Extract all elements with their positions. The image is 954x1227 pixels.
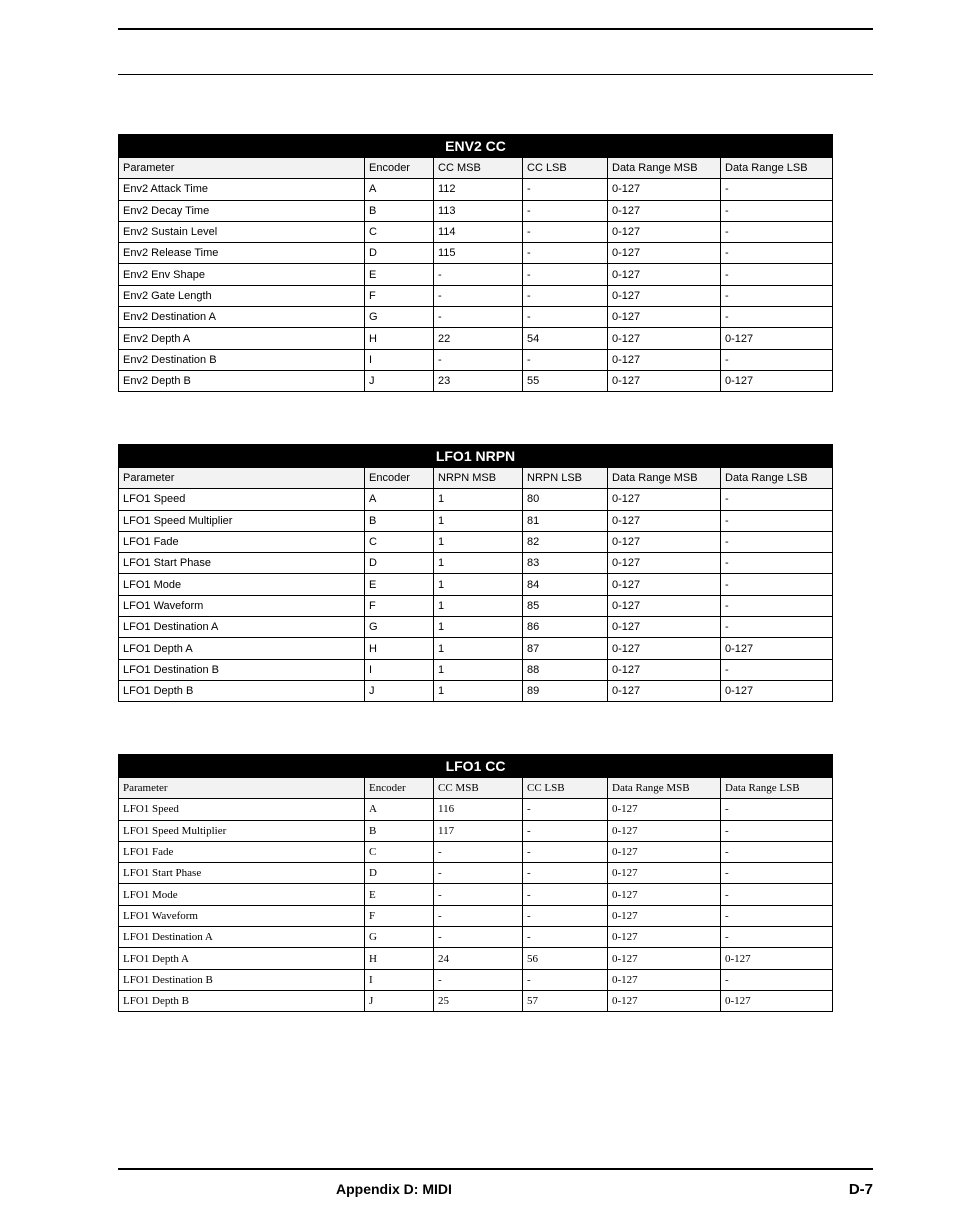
table-cell: 0-127 bbox=[608, 927, 721, 948]
table-cell: 0-127 bbox=[608, 553, 721, 574]
column-header: NRPN MSB bbox=[434, 468, 523, 489]
table-cell: C bbox=[365, 221, 434, 242]
table-cell: 0-127 bbox=[608, 307, 721, 328]
table-cell: LFO1 Mode bbox=[119, 574, 365, 595]
footer-title: Appendix D: MIDI bbox=[336, 1181, 452, 1197]
table-cell: 0-127 bbox=[608, 799, 721, 820]
table-cell: - bbox=[523, 349, 608, 370]
table-row bbox=[119, 349, 833, 370]
table-cell: 1 bbox=[434, 574, 523, 595]
table-cell: Env2 Gate Length bbox=[119, 285, 365, 306]
table-cell: C bbox=[365, 841, 434, 862]
table-cell: 0-127 bbox=[721, 990, 833, 1011]
table-cell: - bbox=[434, 884, 523, 905]
table-cell: 23 bbox=[434, 370, 523, 391]
column-header: CC LSB bbox=[523, 158, 608, 179]
table-cell: - bbox=[721, 617, 833, 638]
table-cell: - bbox=[434, 863, 523, 884]
table-cell: 1 bbox=[434, 510, 523, 531]
table-cell: 0-127 bbox=[608, 841, 721, 862]
table-cell: 116 bbox=[434, 799, 523, 820]
table-cell: 22 bbox=[434, 328, 523, 349]
table-row bbox=[119, 863, 833, 884]
table-cell: LFO1 Destination A bbox=[119, 617, 365, 638]
table-cell: 0-127 bbox=[608, 905, 721, 926]
table-row bbox=[119, 969, 833, 990]
table-cell: I bbox=[365, 969, 434, 990]
table-cell: 1 bbox=[434, 595, 523, 616]
table-cell: LFO1 Fade bbox=[119, 531, 365, 552]
table-cell: 0-127 bbox=[608, 948, 721, 969]
table-cell: 80 bbox=[523, 489, 608, 510]
table-cell: - bbox=[434, 264, 523, 285]
column-header: CC LSB bbox=[523, 778, 608, 799]
table-cell: 1 bbox=[434, 553, 523, 574]
table-cell: LFO1 Depth B bbox=[119, 680, 365, 701]
table-cell: I bbox=[365, 659, 434, 680]
table-row bbox=[119, 659, 833, 680]
page-number: D-7 bbox=[848, 1181, 873, 1198]
column-header: Encoder bbox=[365, 468, 434, 489]
table-cell: 54 bbox=[523, 328, 608, 349]
table-cell: 0-127 bbox=[608, 264, 721, 285]
table-cell: - bbox=[721, 264, 833, 285]
table-cell: - bbox=[434, 841, 523, 862]
table-cell: J bbox=[365, 370, 434, 391]
table-cell: LFO1 Depth B bbox=[119, 990, 365, 1011]
table-cell: - bbox=[721, 884, 833, 905]
table-cell: J bbox=[365, 990, 434, 1011]
table-cell: - bbox=[721, 179, 833, 200]
table-cell: - bbox=[721, 307, 833, 328]
table-cell: - bbox=[721, 927, 833, 948]
table-row bbox=[119, 948, 833, 969]
table-cell: Env2 Depth A bbox=[119, 328, 365, 349]
table-cell: - bbox=[523, 820, 608, 841]
table-cell: - bbox=[434, 969, 523, 990]
table-cell: - bbox=[721, 221, 833, 242]
table-cell: 0-127 bbox=[608, 617, 721, 638]
table-cell: - bbox=[523, 307, 608, 328]
table-cell: 0-127 bbox=[608, 510, 721, 531]
table-cell: 0-127 bbox=[608, 200, 721, 221]
table-cell: - bbox=[721, 969, 833, 990]
table-cell: Env2 Attack Time bbox=[119, 179, 365, 200]
table-cell: 0-127 bbox=[608, 221, 721, 242]
table-cell: G bbox=[365, 307, 434, 328]
table-cell: 114 bbox=[434, 221, 523, 242]
table-cell: - bbox=[434, 349, 523, 370]
table-cell: 57 bbox=[523, 990, 608, 1011]
table-cell: B bbox=[365, 200, 434, 221]
table-cell: 82 bbox=[523, 531, 608, 552]
table-cell: - bbox=[721, 510, 833, 531]
table-cell: - bbox=[721, 489, 833, 510]
column-header: Parameter bbox=[119, 468, 365, 489]
table-cell: - bbox=[721, 595, 833, 616]
table-cell: - bbox=[721, 820, 833, 841]
table-row bbox=[119, 553, 833, 574]
table-cell: - bbox=[721, 863, 833, 884]
table-cell: Env2 Decay Time bbox=[119, 200, 365, 221]
table-row bbox=[119, 510, 833, 531]
table-title: ENV2 CC bbox=[119, 135, 833, 158]
table-cell: LFO1 Speed bbox=[119, 489, 365, 510]
column-header: CC MSB bbox=[434, 778, 523, 799]
table-cell: 0-127 bbox=[608, 243, 721, 264]
table-row bbox=[119, 574, 833, 595]
table-cell: 0-127 bbox=[721, 370, 833, 391]
table-cell: Env2 Release Time bbox=[119, 243, 365, 264]
table-cell: E bbox=[365, 574, 434, 595]
table-header-row bbox=[119, 778, 833, 799]
table-cell: A bbox=[365, 799, 434, 820]
column-header: NRPN LSB bbox=[523, 468, 608, 489]
table-cell: LFO1 Destination B bbox=[119, 659, 365, 680]
table-row bbox=[119, 370, 833, 391]
table-cell: LFO1 Depth A bbox=[119, 948, 365, 969]
table-row bbox=[119, 307, 833, 328]
table-cell: 0-127 bbox=[608, 574, 721, 595]
table-cell: F bbox=[365, 905, 434, 926]
table-row bbox=[119, 285, 833, 306]
table-cell: 87 bbox=[523, 638, 608, 659]
table-cell: - bbox=[434, 285, 523, 306]
table-cell: G bbox=[365, 927, 434, 948]
table-row bbox=[119, 638, 833, 659]
table-cell: - bbox=[523, 285, 608, 306]
table-cell: 1 bbox=[434, 659, 523, 680]
table-row bbox=[119, 905, 833, 926]
table-cell: LFO1 Speed Multiplier bbox=[119, 820, 365, 841]
table-row bbox=[119, 990, 833, 1011]
table-cell: LFO1 Speed bbox=[119, 799, 365, 820]
table-cell: - bbox=[721, 799, 833, 820]
table-title: LFO1 NRPN bbox=[119, 445, 833, 468]
table-title: LFO1 CC bbox=[119, 755, 833, 778]
table-cell: LFO1 Waveform bbox=[119, 595, 365, 616]
table-cell: - bbox=[523, 179, 608, 200]
table-cell: 55 bbox=[523, 370, 608, 391]
table-row bbox=[119, 264, 833, 285]
table-cell: D bbox=[365, 243, 434, 264]
column-header: Data Range MSB bbox=[608, 158, 721, 179]
table-cell: 0-127 bbox=[721, 948, 833, 969]
table-cell: E bbox=[365, 264, 434, 285]
lfo1-nrpn-table bbox=[118, 444, 833, 702]
table-cell: - bbox=[523, 243, 608, 264]
table-cell: Env2 Destination A bbox=[119, 307, 365, 328]
table-header-row bbox=[119, 158, 833, 179]
column-header: Parameter bbox=[119, 158, 365, 179]
table-cell: 0-127 bbox=[608, 179, 721, 200]
table-cell: 0-127 bbox=[608, 531, 721, 552]
table-cell: 0-127 bbox=[608, 638, 721, 659]
column-header: Encoder bbox=[365, 778, 434, 799]
table-cell: I bbox=[365, 349, 434, 370]
table-cell: 24 bbox=[434, 948, 523, 969]
table-cell: 25 bbox=[434, 990, 523, 1011]
table-cell: 83 bbox=[523, 553, 608, 574]
table-cell: 112 bbox=[434, 179, 523, 200]
table-row bbox=[119, 221, 833, 242]
table-cell: Env2 Env Shape bbox=[119, 264, 365, 285]
table-row bbox=[119, 595, 833, 616]
column-header: Data Range LSB bbox=[721, 158, 833, 179]
table-cell: LFO1 Speed Multiplier bbox=[119, 510, 365, 531]
env2-cc-table bbox=[118, 134, 833, 392]
table-cell: 0-127 bbox=[608, 680, 721, 701]
table-cell: - bbox=[523, 927, 608, 948]
table-cell: - bbox=[721, 349, 833, 370]
table-header-row bbox=[119, 468, 833, 489]
table-cell: 0-127 bbox=[608, 884, 721, 905]
table-row bbox=[119, 799, 833, 820]
table-cell: 0-127 bbox=[608, 595, 721, 616]
table-cell: - bbox=[523, 841, 608, 862]
table-cell: - bbox=[721, 243, 833, 264]
column-header: Data Range MSB bbox=[608, 778, 721, 799]
table-cell: 113 bbox=[434, 200, 523, 221]
table-cell: D bbox=[365, 553, 434, 574]
table-cell: - bbox=[721, 200, 833, 221]
table-cell: 84 bbox=[523, 574, 608, 595]
table-cell: LFO1 Waveform bbox=[119, 905, 365, 926]
table-cell: - bbox=[434, 307, 523, 328]
table-cell: 1 bbox=[434, 531, 523, 552]
table-cell: 0-127 bbox=[608, 370, 721, 391]
table-cell: - bbox=[523, 200, 608, 221]
table-cell: - bbox=[721, 905, 833, 926]
footer-rule bbox=[118, 1168, 873, 1170]
table-cell: 86 bbox=[523, 617, 608, 638]
table-row bbox=[119, 680, 833, 701]
table-cell: 1 bbox=[434, 680, 523, 701]
table-cell: - bbox=[721, 553, 833, 574]
table-cell: 0-127 bbox=[608, 659, 721, 680]
table-cell: - bbox=[434, 905, 523, 926]
table-cell: 1 bbox=[434, 489, 523, 510]
table-cell: 0-127 bbox=[608, 863, 721, 884]
table-cell: H bbox=[365, 328, 434, 349]
table-cell: LFO1 Start Phase bbox=[119, 553, 365, 574]
table-cell: - bbox=[523, 905, 608, 926]
table-cell: 115 bbox=[434, 243, 523, 264]
table-row bbox=[119, 328, 833, 349]
table-cell: - bbox=[721, 574, 833, 595]
table-cell: H bbox=[365, 948, 434, 969]
table-cell: 0-127 bbox=[608, 328, 721, 349]
table-row bbox=[119, 200, 833, 221]
table-cell: - bbox=[721, 285, 833, 306]
column-header: Data Range MSB bbox=[608, 468, 721, 489]
table-cell: 1 bbox=[434, 638, 523, 659]
table-cell: 88 bbox=[523, 659, 608, 680]
table-cell: H bbox=[365, 638, 434, 659]
header-rule-top bbox=[118, 28, 873, 30]
column-header: Encoder bbox=[365, 158, 434, 179]
column-header: CC MSB bbox=[434, 158, 523, 179]
table-cell: - bbox=[523, 799, 608, 820]
table-cell: G bbox=[365, 617, 434, 638]
table-cell: - bbox=[523, 863, 608, 884]
table-cell: F bbox=[365, 285, 434, 306]
table-cell: - bbox=[523, 969, 608, 990]
table-cell: F bbox=[365, 595, 434, 616]
table-cell: LFO1 Depth A bbox=[119, 638, 365, 659]
table-cell: 56 bbox=[523, 948, 608, 969]
table-cell: 81 bbox=[523, 510, 608, 531]
table-cell: - bbox=[434, 927, 523, 948]
table-cell: Env2 Sustain Level bbox=[119, 221, 365, 242]
column-header: Parameter bbox=[119, 778, 365, 799]
table-row bbox=[119, 243, 833, 264]
table-cell: - bbox=[523, 264, 608, 285]
table-row bbox=[119, 531, 833, 552]
table-cell: - bbox=[523, 884, 608, 905]
table-cell: 85 bbox=[523, 595, 608, 616]
table-row bbox=[119, 884, 833, 905]
table-cell: 0-127 bbox=[608, 349, 721, 370]
table-cell: A bbox=[365, 179, 434, 200]
column-header: Data Range LSB bbox=[721, 778, 833, 799]
table-cell: 117 bbox=[434, 820, 523, 841]
table-cell: 1 bbox=[434, 617, 523, 638]
table-cell: D bbox=[365, 863, 434, 884]
table-row bbox=[119, 489, 833, 510]
table-cell: B bbox=[365, 510, 434, 531]
table-cell: 0-127 bbox=[721, 638, 833, 659]
table-row bbox=[119, 179, 833, 200]
table-cell: LFO1 Destination B bbox=[119, 969, 365, 990]
table-row bbox=[119, 841, 833, 862]
table-cell: LFO1 Fade bbox=[119, 841, 365, 862]
table-cell: 0-127 bbox=[608, 990, 721, 1011]
lfo1-cc-table bbox=[118, 754, 833, 1012]
table-cell: C bbox=[365, 531, 434, 552]
header-rule-bottom bbox=[118, 74, 873, 75]
table-cell: LFO1 Destination A bbox=[119, 927, 365, 948]
table-cell: A bbox=[365, 489, 434, 510]
table-cell: 0-127 bbox=[608, 820, 721, 841]
table-cell: 0-127 bbox=[721, 328, 833, 349]
table-cell: 0-127 bbox=[608, 285, 721, 306]
table-cell: - bbox=[523, 221, 608, 242]
table-cell: - bbox=[721, 531, 833, 552]
table-row bbox=[119, 617, 833, 638]
table-cell: LFO1 Mode bbox=[119, 884, 365, 905]
column-header: Data Range LSB bbox=[721, 468, 833, 489]
table-cell: J bbox=[365, 680, 434, 701]
table-cell: 0-127 bbox=[608, 489, 721, 510]
table-cell: E bbox=[365, 884, 434, 905]
table-cell: - bbox=[721, 841, 833, 862]
table-row bbox=[119, 927, 833, 948]
table-cell: 89 bbox=[523, 680, 608, 701]
table-cell: LFO1 Start Phase bbox=[119, 863, 365, 884]
table-cell: 0-127 bbox=[608, 969, 721, 990]
table-row bbox=[119, 820, 833, 841]
table-cell: B bbox=[365, 820, 434, 841]
table-cell: 0-127 bbox=[721, 680, 833, 701]
table-cell: Env2 Destination B bbox=[119, 349, 365, 370]
table-cell: Env2 Depth B bbox=[119, 370, 365, 391]
table-cell: - bbox=[721, 659, 833, 680]
